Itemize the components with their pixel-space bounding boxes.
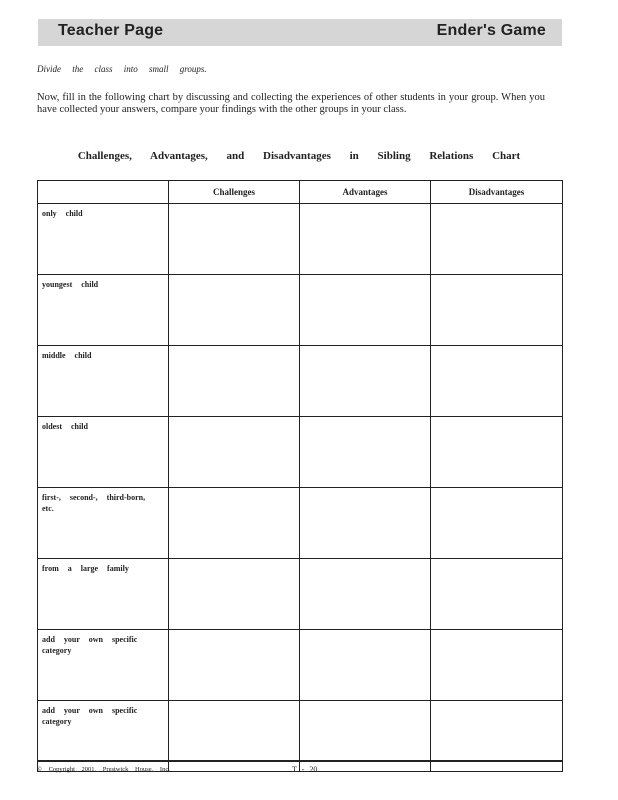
advantages-cell[interactable]	[300, 204, 431, 275]
row-label-cell	[38, 559, 169, 630]
advantages-cell[interactable]	[300, 346, 431, 417]
advantages-cell[interactable]	[300, 488, 431, 559]
challenges-cell[interactable]	[169, 346, 300, 417]
challenges-cell[interactable]	[169, 204, 300, 275]
row-label: add your own specific category	[42, 635, 138, 655]
challenges-cell[interactable]	[169, 488, 300, 559]
advantages-cell[interactable]	[300, 630, 431, 701]
footer-divider	[37, 760, 562, 762]
challenges-cell[interactable]	[169, 559, 300, 630]
row-label: first-, second-, third-born, etc.	[42, 493, 146, 513]
header-left-title: Teacher Page	[58, 22, 164, 39]
disadvantages-cell[interactable]	[431, 417, 563, 488]
footer-copyright: © Copyright 2001, Prestwick House, Inc.	[37, 766, 170, 773]
disadvantages-cell[interactable]	[431, 630, 563, 701]
row-label: only child	[42, 209, 83, 218]
column-header-advantages: Advantages	[300, 181, 431, 204]
table-row	[38, 630, 563, 701]
table-row	[38, 488, 563, 559]
column-header-challenges: Challenges	[169, 181, 300, 204]
disadvantages-cell[interactable]	[431, 275, 563, 346]
advantages-cell[interactable]	[300, 559, 431, 630]
instruction-text: Divide the class into small groups.	[37, 64, 207, 74]
header-right-title: Ender's Game	[436, 22, 546, 39]
row-label-cell	[38, 346, 169, 417]
advantages-cell[interactable]	[300, 417, 431, 488]
header-band	[38, 19, 562, 46]
row-label-cell	[38, 630, 169, 701]
row-label-cell	[38, 488, 169, 559]
body-paragraph: Now, fill in the following chart by discussing and collecting the experiences of other students in your group. When you have collected your answers, compare your findings with the other groups in your class.	[37, 92, 545, 115]
row-label: youngest child	[42, 280, 99, 289]
row-label: from a large family	[42, 564, 129, 573]
advantages-cell[interactable]	[300, 275, 431, 346]
table-row	[38, 346, 563, 417]
column-header-disadvantages: Disadvantages	[431, 181, 563, 204]
challenges-cell[interactable]	[169, 275, 300, 346]
row-label: oldest child	[42, 422, 88, 431]
challenges-cell[interactable]	[169, 417, 300, 488]
footer-page-number: T - 20	[292, 765, 318, 774]
column-header-blank	[38, 181, 169, 204]
table-row	[38, 559, 563, 630]
row-label-cell	[38, 417, 169, 488]
chart-title: Challenges, Advantages, and Disadvantages in Sibling Relations Chart	[77, 150, 521, 162]
disadvantages-cell[interactable]	[431, 346, 563, 417]
disadvantages-cell[interactable]	[431, 204, 563, 275]
row-label-cell	[38, 204, 169, 275]
challenges-cell[interactable]	[169, 630, 300, 701]
row-label-cell	[38, 275, 169, 346]
sibling-relations-table	[37, 180, 563, 772]
table-header-row	[38, 181, 563, 204]
table-row	[38, 275, 563, 346]
disadvantages-cell[interactable]	[431, 559, 563, 630]
row-label: add your own specific category	[42, 706, 138, 726]
disadvantages-cell[interactable]	[431, 488, 563, 559]
table-row	[38, 204, 563, 275]
row-label: middle child	[42, 351, 92, 360]
table-row	[38, 417, 563, 488]
